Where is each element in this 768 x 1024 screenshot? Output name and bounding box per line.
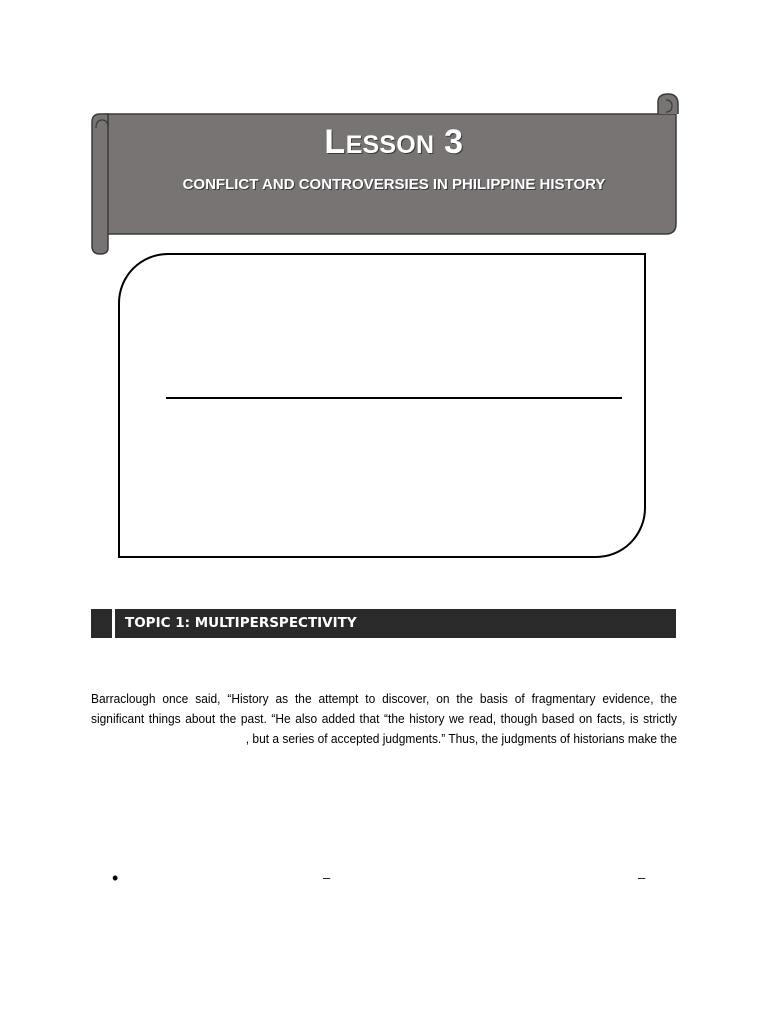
list-dash: – <box>638 870 646 885</box>
list-bullet: • <box>112 868 119 888</box>
box-divider <box>166 397 622 399</box>
topic-heading-bar <box>115 609 676 638</box>
lesson-title: LESSON 3 <box>324 123 464 161</box>
list-dash: – <box>323 870 331 885</box>
paragraph-line: , but a series of accepted judgments.” Thus, the judgments of historians make the <box>245 731 678 746</box>
lesson-banner-scroll <box>88 92 680 256</box>
topic-heading: TOPIC 1: MULTIPERSPECTIVITY <box>125 615 357 631</box>
lesson-subtitle: CONFLICT AND CONTROVERSIES IN PHILIPPINE HISTORY <box>182 176 606 193</box>
body-paragraph <box>91 689 677 749</box>
paragraph-line: Barraclough once said, “History as the attempt to discover, on the basis of fragmentary evidence, the <box>91 691 678 706</box>
paragraph-line: significant things about the past. “He also added that “the history we read, though based on facts, is strictly <box>91 711 678 726</box>
objectives-box <box>118 253 646 558</box>
topic-marker <box>91 609 112 638</box>
